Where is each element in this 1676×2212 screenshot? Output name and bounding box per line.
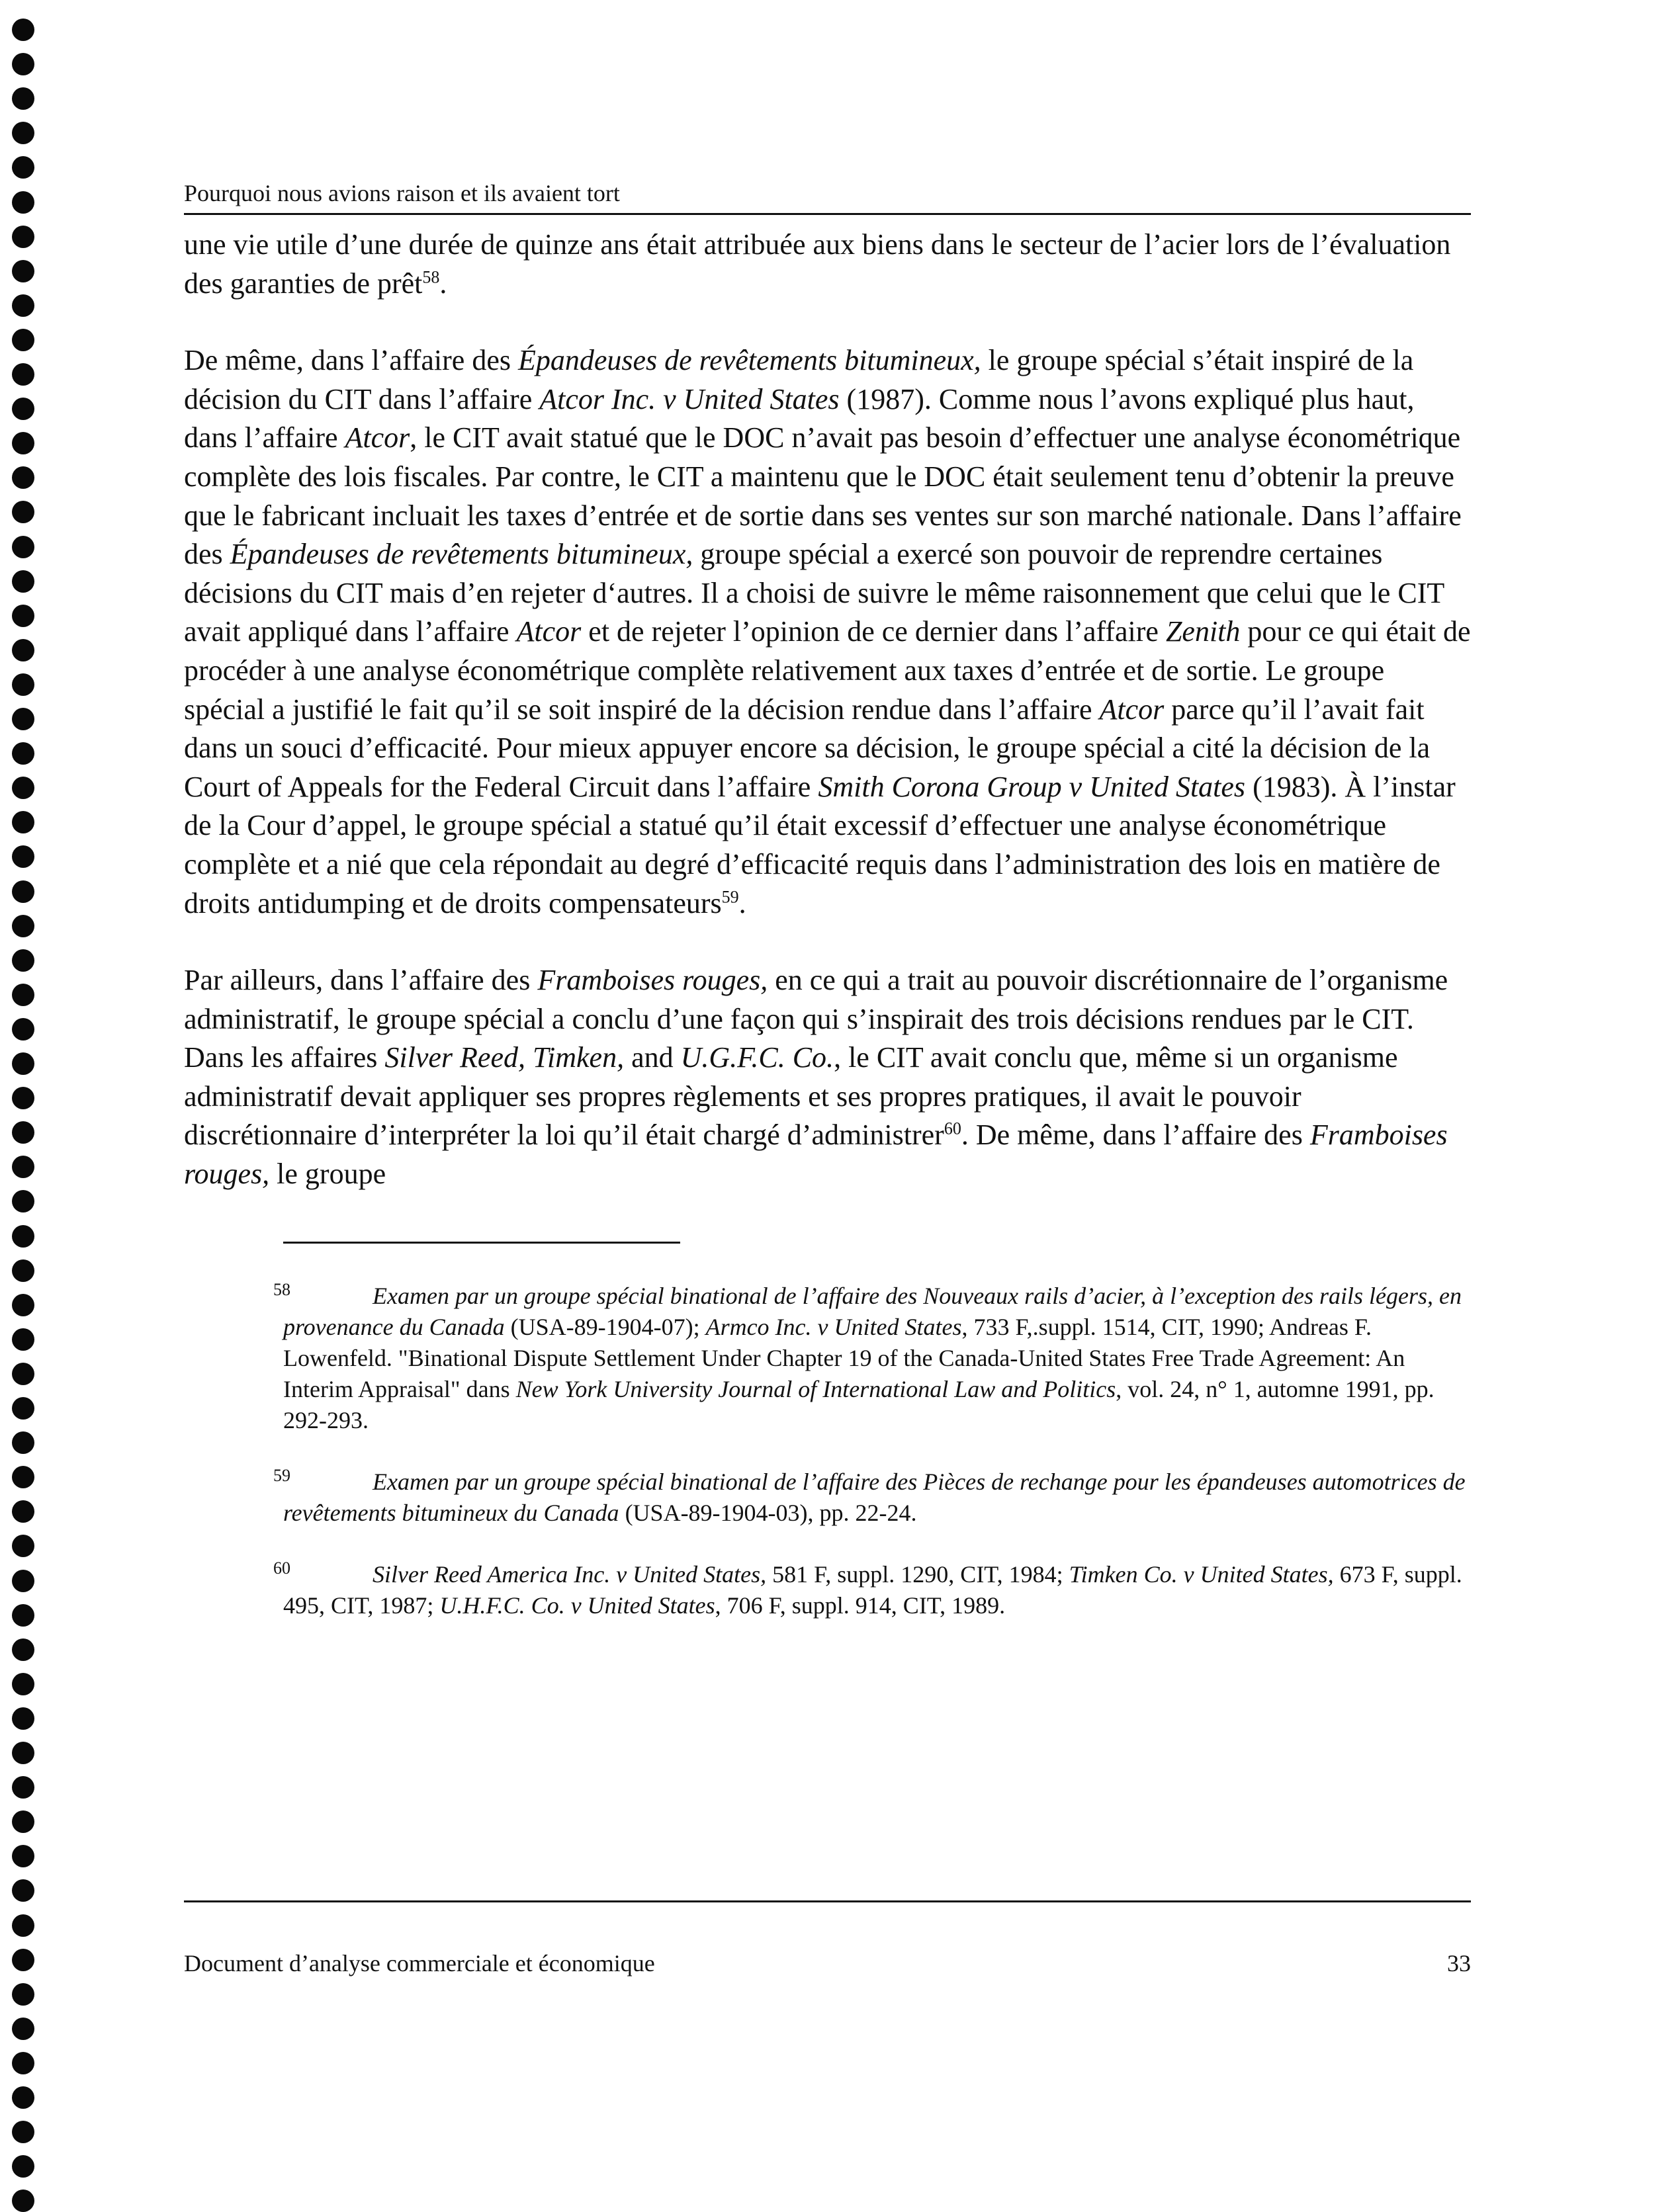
text-run: Atcor Inc. v United States bbox=[539, 382, 840, 415]
text-run: Atcor bbox=[345, 421, 410, 454]
punch-hole bbox=[12, 845, 34, 868]
punch-hole bbox=[12, 329, 34, 351]
body-text bbox=[184, 226, 1471, 1194]
punch-hole bbox=[12, 2190, 34, 2212]
text-run: Épandeuses de revêtements bitumineux, bbox=[230, 538, 693, 571]
punch-hole bbox=[12, 1052, 34, 1075]
text-run: Atcor bbox=[516, 615, 582, 648]
text-run: , 733 F,.suppl. 1514, CIT, 1990; Andreas F. Lowenfeld. "Binational Dispute Settlement Under Chapter 19 of the Canada-United States Free Trade Agreement: An Interim Appraisal" dans bbox=[283, 1313, 1405, 1402]
punch-hole bbox=[12, 2018, 34, 2040]
punch-hole bbox=[12, 2121, 34, 2143]
punch-hole bbox=[12, 1500, 34, 1523]
punch-hole bbox=[12, 673, 34, 696]
text-run: , le CIT avait statué que le DOC n’avait pas besoin d’effectuer une analyse économétrique complète des lois fiscales. Par contre, le CIT a maintenu que le DOC était seulement tenu d’obtenir la preuve que le fabricant incluait les taxes d’entrée et de sortie dans ses ventes sur son marché nationale. Dans l’affaire des bbox=[184, 421, 1462, 571]
text-run: 581 F, suppl. 1290, CIT, 1984; bbox=[766, 1560, 1069, 1588]
punch-hole bbox=[12, 191, 34, 214]
text-run: Armco Inc. v United States bbox=[705, 1313, 962, 1340]
punch-hole bbox=[12, 1156, 34, 1178]
punch-hole bbox=[12, 294, 34, 317]
text-run: . bbox=[738, 886, 746, 919]
punch-hole bbox=[12, 1328, 34, 1351]
punch-hole bbox=[12, 1121, 34, 1144]
punch-hole bbox=[12, 53, 34, 75]
punch-hole bbox=[12, 156, 34, 179]
punch-hole bbox=[12, 915, 34, 937]
document-page bbox=[184, 179, 1471, 1652]
punch-hole bbox=[12, 398, 34, 420]
text-run: Silver Reed America Inc. v United States, bbox=[373, 1560, 767, 1588]
text-run: Zenith bbox=[1165, 615, 1241, 648]
text-run: U.H.F.C. Co. v United States bbox=[439, 1592, 715, 1619]
running-header: Pourquoi nous avions raison et ils avaient tort bbox=[184, 180, 620, 206]
text-run: une vie utile d’une durée de quinze ans était attribuée aux biens dans le secteur de l’acier lors de l’évaluation des garanties de prêt bbox=[184, 228, 1451, 300]
text-run: Framboises rouges, bbox=[537, 964, 768, 997]
punch-hole bbox=[12, 1742, 34, 1764]
text-run: Examen par un groupe spécial binational de l’affaire des Nouveaux rails d’acier, à l’exception des rails légers, en provenance du Canada bbox=[283, 1282, 1462, 1340]
punch-hole bbox=[12, 1018, 34, 1041]
text-run: Épandeuses de revêtements bitumineux, bbox=[517, 344, 981, 377]
text-run: New York University Journal of International Law and Politics bbox=[515, 1375, 1116, 1402]
punch-hole bbox=[12, 1259, 34, 1282]
punch-hole bbox=[12, 432, 34, 454]
text-run: Atcor bbox=[1099, 693, 1165, 726]
punch-hole bbox=[12, 87, 34, 110]
punch-hole bbox=[12, 1294, 34, 1316]
punch-hole bbox=[12, 1983, 34, 2006]
text-run: et de rejeter l’opinion de ce dernier dans l’affaire bbox=[581, 615, 1166, 648]
punch-hole bbox=[12, 777, 34, 799]
text-run: , le CIT avait conclu que, même si un organisme administratif devait appliquer ses propres règlements et ses propres pratiques, il avait le pouvoir discrétionnaire d’interpréter la loi qu’il était chargé d’administrer bbox=[184, 1041, 1398, 1152]
punch-hole bbox=[12, 1776, 34, 1799]
punch-hole bbox=[12, 1363, 34, 1385]
punch-hole bbox=[12, 1673, 34, 1695]
punch-hole bbox=[12, 1949, 34, 1971]
paragraph-2 bbox=[184, 341, 1471, 923]
text-run: . bbox=[439, 267, 447, 300]
punch-hole bbox=[12, 2086, 34, 2109]
punch-hole bbox=[12, 1397, 34, 1420]
text-run: Par ailleurs, dans l’affaire des bbox=[184, 964, 538, 997]
text-run: (USA-89-1904-07); bbox=[504, 1313, 706, 1340]
punch-hole bbox=[12, 708, 34, 730]
punch-hole bbox=[12, 1879, 34, 1902]
footnote-60: 60 Silver Reed America Inc. v United States, 581 F, suppl. 1290, CIT, 1984; Timken Co. v United States, 673 F, suppl. 495, CIT, 1987; U.H.F.C. Co. v United States, 706 F, suppl. 914, CIT, 1989. bbox=[273, 1558, 1462, 1619]
punch-hole bbox=[12, 742, 34, 765]
text-run: le groupe spécial s’était inspiré de la décision du CIT dans l’affaire bbox=[184, 344, 1414, 415]
punch-hole bbox=[12, 466, 34, 489]
punch-hole bbox=[12, 570, 34, 593]
text-run: . De même, dans l’affaire des bbox=[961, 1119, 1310, 1152]
punch-hole bbox=[12, 1190, 34, 1212]
footnote-ref: 58 bbox=[422, 267, 440, 286]
punch-hole bbox=[12, 2052, 34, 2074]
text-run: , 706 F, suppl. 914, CIT, 1989. bbox=[715, 1592, 1006, 1619]
text-run: Examen par un groupe spécial binational de l’affaire des Pièces de rechange pour les épandeuses automotrices de revêtements bitumineux du Canada bbox=[283, 1468, 1466, 1526]
punch-hole bbox=[12, 949, 34, 972]
punch-hole bbox=[12, 1225, 34, 1248]
punch-hole bbox=[12, 984, 34, 1006]
text-run: parce qu’il l’avait fait dans un souci d’efficacité. Pour mieux appuyer encore sa décision, le groupe spécial a cité la décision de la Court of Appeals for the Federal Circuit dans l’affaire bbox=[184, 693, 1431, 803]
text-run: (1987). Comme nous l’avons expliqué plus haut, dans l’affaire bbox=[184, 382, 1415, 454]
page-number: 33 bbox=[1447, 1950, 1471, 1977]
text-run: Smith Corona Group v United States bbox=[818, 770, 1246, 803]
punch-hole bbox=[12, 122, 34, 144]
footnote-58: 58 Examen par un groupe spécial binational de l’affaire des Nouveaux rails d’acier, à l’exception des rails légers, en provenance du Canada (USA-89-1904-07); Armco Inc. v United States, 733 F,.suppl. 1514, CIT, 1990; Andreas F. Lowenfeld. "Binational Dispute Settlement Under Chapter 19 of the Canada-United States Free Trade Agreement: An Interim Appraisal" dans New York University Journal of International Law and Politics, vol. 24, n° 1, automne 1991, pp. 292-293. bbox=[273, 1279, 1462, 1433]
punch-hole bbox=[12, 880, 34, 903]
text-run: pour ce qui était de procéder à une analyse économétrique complète relativement aux taxes d’entrée et de sortie. Le groupe spécial a justifié le fait qu’il se soit inspiré de la décision rendue dans l’affaire bbox=[184, 615, 1471, 726]
punch-hole bbox=[12, 1570, 34, 1592]
punch-hole bbox=[12, 536, 34, 558]
punch-hole bbox=[12, 2155, 34, 2178]
text-run: (USA-89-1904-03), pp. 22-24. bbox=[619, 1499, 917, 1526]
page-footer bbox=[184, 1949, 1471, 1978]
punch-hole bbox=[12, 1810, 34, 1833]
footer-rule bbox=[184, 1900, 1471, 1902]
footer-publication: Document d’analyse commerciale et économique bbox=[184, 1950, 655, 1977]
text-run: De même, dans l’affaire des bbox=[184, 344, 518, 377]
text-run: , vol. 24, n° 1, automne 1991, pp. 292-293. bbox=[283, 1375, 1434, 1433]
punch-hole bbox=[12, 1845, 34, 1867]
paragraph-3 bbox=[184, 961, 1471, 1194]
footnote-separator bbox=[283, 1242, 680, 1244]
text-run: and bbox=[624, 1041, 681, 1074]
text-run: (1983). À l’instar de la Cour d’appel, le groupe spécial a statué qu’il était excessif d’effectuer une analyse économétrique complète et a nié que cela répondait au degré d’efficacité requis dans l’administration des lois en matière de droits antidumping et de droits compensateurs bbox=[184, 770, 1456, 919]
punch-hole bbox=[12, 639, 34, 661]
footnote-59: 59 Examen par un groupe spécial binational de l’affaire des Pièces de rechange pour les épandeuses automotrices de revêtements bitumineux du Canada (USA-89-1904-03), pp. 22-24. bbox=[273, 1465, 1466, 1526]
punch-hole bbox=[12, 811, 34, 833]
punch-hole bbox=[12, 1604, 34, 1627]
text-run: U.G.F.C. Co. bbox=[680, 1041, 834, 1074]
paragraph-1 bbox=[184, 226, 1471, 303]
text-run: Silver Reed, Timken, bbox=[384, 1041, 625, 1074]
footnote-ref: 59 bbox=[721, 886, 739, 906]
header-rule bbox=[184, 213, 1471, 215]
punch-hole bbox=[12, 226, 34, 248]
punch-hole bbox=[12, 1914, 34, 1937]
punch-hole bbox=[12, 363, 34, 386]
footnote-ref: 60 bbox=[944, 1119, 961, 1138]
punch-hole bbox=[12, 1466, 34, 1488]
punch-hole bbox=[12, 1535, 34, 1557]
punch-hole bbox=[12, 1431, 34, 1454]
punch-hole bbox=[12, 1638, 34, 1661]
binder-punch-holes bbox=[12, 0, 38, 2199]
text-run: en ce qui a trait au pouvoir discrétionnaire de l’organisme administratif, le groupe spécial a conclu d’une façon qui s’inspirait des trois décisions rendues par le CIT. Dans les affaires bbox=[184, 964, 1448, 1074]
text-run: 673 F, suppl. 495, CIT, 1987; bbox=[283, 1560, 1462, 1619]
punch-hole bbox=[12, 1087, 34, 1109]
punch-hole bbox=[12, 501, 34, 523]
text-run: le groupe bbox=[269, 1158, 386, 1191]
text-run: groupe spécial a exercé son pouvoir de reprendre certaines décisions du CIT mais d’en rejeter d‘autres. Il a choisi de suivre le même raisonnement que celui que le CIT avait appliqué dans l’affaire bbox=[184, 538, 1444, 648]
punch-hole bbox=[12, 260, 34, 282]
text-run: Timken Co. v United States, bbox=[1069, 1560, 1334, 1588]
punch-hole bbox=[12, 1707, 34, 1730]
punch-hole bbox=[12, 19, 34, 41]
footnotes bbox=[184, 1281, 1471, 1621]
punch-hole bbox=[12, 605, 34, 627]
text-run: Framboises rouges, bbox=[184, 1119, 1448, 1191]
